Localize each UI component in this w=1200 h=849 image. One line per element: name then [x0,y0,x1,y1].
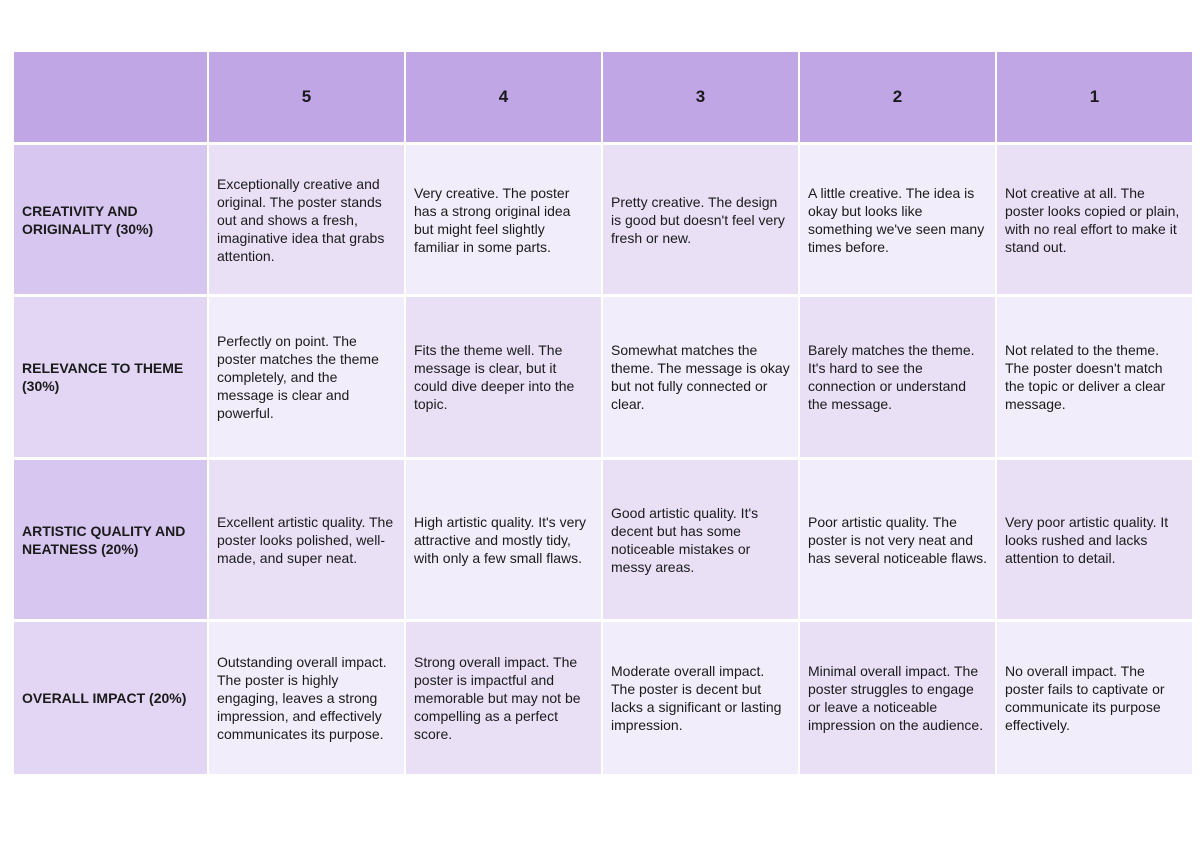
descriptor-relevance-5: Perfectly on point. The poster matches the theme completely, and the message is clear and powerful. [209,297,404,457]
descriptor-impact-1: No overall impact. The poster fails to captivate or communicate its purpose effectively. [997,622,1192,774]
criterion-overall-impact: OVERALL IMPACT (20%) [14,622,207,774]
descriptor-artistic-1: Very poor artistic quality. It looks rushed and lacks attention to detail. [997,460,1192,619]
rubric-table [14,52,1186,774]
criterion-relevance: RELEVANCE TO THEME (30%) [14,297,207,457]
descriptor-relevance-3: Somewhat matches the theme. The message is okay but not fully connected or clear. [603,297,798,457]
score-header-4: 4 [406,52,601,142]
descriptor-relevance-1: Not related to the theme. The poster doesn't match the topic or deliver a clear message. [997,297,1192,457]
descriptor-creativity-4: Very creative. The poster has a strong original idea but might feel slightly familiar in some parts. [406,145,601,294]
score-header-2: 2 [800,52,995,142]
descriptor-creativity-2: A little creative. The idea is okay but looks like something we've seen many times before. [800,145,995,294]
descriptor-artistic-4: High artistic quality. It's very attractive and mostly tidy, with only a few small flaws. [406,460,601,619]
descriptor-artistic-3: Good artistic quality. It's decent but has some noticeable mistakes or messy areas. [603,460,798,619]
descriptor-artistic-2: Poor artistic quality. The poster is not very neat and has several noticeable flaws. [800,460,995,619]
descriptor-impact-3: Moderate overall impact. The poster is decent but lacks a significant or lasting impression. [603,622,798,774]
descriptor-impact-5: Outstanding overall impact. The poster is highly engaging, leaves a strong impression, and effectively communicates its purpose. [209,622,404,774]
descriptor-relevance-4: Fits the theme well. The message is clear, but it could dive deeper into the topic. [406,297,601,457]
score-header-3: 3 [603,52,798,142]
descriptor-creativity-3: Pretty creative. The design is good but doesn't feel very fresh or new. [603,145,798,294]
criterion-creativity: CREATIVITY AND ORIGINALITY (30%) [14,145,207,294]
descriptor-creativity-1: Not creative at all. The poster looks copied or plain, with no real effort to make it stand out. [997,145,1192,294]
criterion-artistic-quality: ARTISTIC QUALITY AND NEATNESS (20%) [14,460,207,619]
score-header-5: 5 [209,52,404,142]
descriptor-artistic-5: Excellent artistic quality. The poster looks polished, well-made, and super neat. [209,460,404,619]
descriptor-creativity-5: Exceptionally creative and original. The poster stands out and shows a fresh, imaginative idea that grabs attention. [209,145,404,294]
header-corner-cell [14,52,207,142]
descriptor-relevance-2: Barely matches the theme. It's hard to see the connection or understand the message. [800,297,995,457]
score-header-1: 1 [997,52,1192,142]
descriptor-impact-4: Strong overall impact. The poster is impactful and memorable but may not be compelling as a perfect score. [406,622,601,774]
descriptor-impact-2: Minimal overall impact. The poster struggles to engage or leave a noticeable impression on the audience. [800,622,995,774]
